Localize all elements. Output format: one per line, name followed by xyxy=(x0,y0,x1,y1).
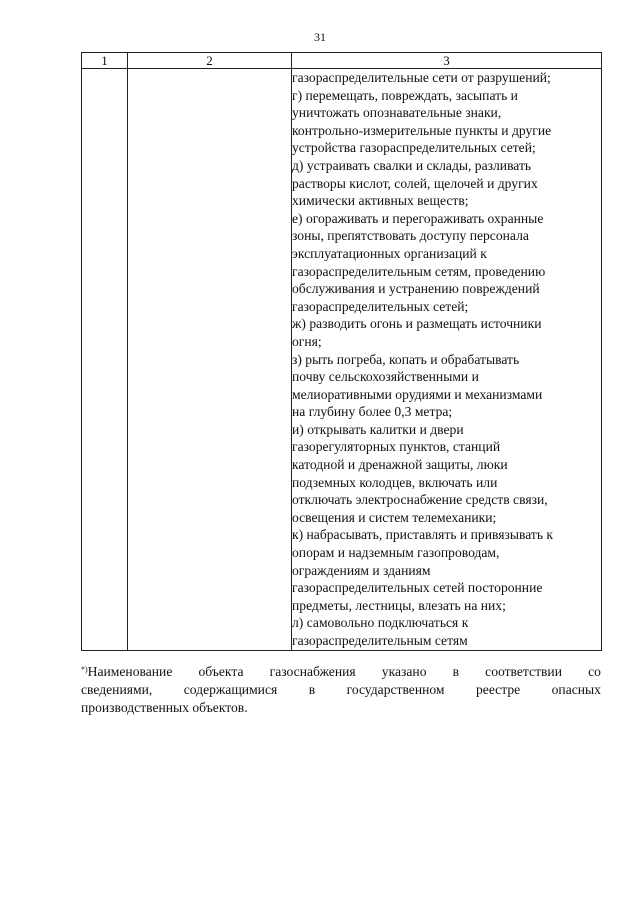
text-line: катодной и дренажной защиты, люки xyxy=(292,457,508,473)
footnote-word: реестре xyxy=(475,682,521,697)
text-line: к) набрасывать, приставлять и привязывать к xyxy=(292,527,554,543)
footnote-line-1 xyxy=(81,663,601,681)
text-line: предметы, лестницы, влезать на них; xyxy=(292,597,506,613)
text-line: уничтожать опознавательные знаки, xyxy=(292,105,502,121)
footnote xyxy=(81,663,601,717)
text-line: газораспределительные сети от разрушений; xyxy=(292,70,551,85)
text-line: газораспределительных сетей; xyxy=(292,298,469,314)
footnote-word: соответствии xyxy=(485,664,562,679)
footnote-word: в xyxy=(308,682,316,697)
text-line: газораспределительным сетям, проведению xyxy=(292,263,546,279)
text-line: мелиоративными орудиями и механизмами xyxy=(292,386,543,402)
document-table xyxy=(81,52,602,651)
text-line: обслуживания и устранению повреждений xyxy=(292,281,540,297)
text-line: растворы кислот, солей, щелочей и других xyxy=(292,175,538,191)
text-line: отключать электроснабжение средств связи, xyxy=(292,492,548,508)
column-2-cell xyxy=(128,69,292,651)
footnote-word: указано xyxy=(381,664,427,679)
footnote-word: газоснабжения xyxy=(269,664,356,679)
text-line: газораспределительным сетям xyxy=(292,633,468,648)
column-header-3: 3 xyxy=(292,53,602,69)
text-line: газораспределительных сетей посторонние xyxy=(292,580,543,596)
text-line: почву сельскохозяйственными и xyxy=(292,369,479,385)
text-line: на глубину более 0,3 метра; xyxy=(292,404,453,420)
footnote-word: содержащимися xyxy=(183,682,278,697)
text-line: эксплуатационных организаций к xyxy=(292,245,487,261)
page-number: 31 xyxy=(314,30,326,44)
footnote-word: опасных xyxy=(551,682,601,697)
text-line: устройства газораспределительных сетей; xyxy=(292,140,536,156)
text-line: л) самовольно подключаться к xyxy=(292,615,469,631)
footnote-line-2 xyxy=(81,681,601,699)
text-line: г) перемещать, повреждать, засыпать и xyxy=(292,87,518,103)
text-line: и) открывать калитки и двери xyxy=(292,421,464,437)
column-header-1: 1 xyxy=(82,53,128,69)
footnote-mark: *) xyxy=(81,665,88,674)
text-line: контрольно-измерительные пункты и другие xyxy=(292,122,552,138)
footnote-word: объекта xyxy=(198,664,244,679)
footnote-word: со xyxy=(588,664,601,679)
text-line: д) устраивать свалки и склады, разливать xyxy=(292,157,532,173)
text-line: ж) разводить огонь и размещать источники xyxy=(292,316,542,332)
column-3-cell xyxy=(292,69,602,651)
footnote-word: государственном xyxy=(346,682,445,697)
text-line: е) огораживать и перегораживать охранные xyxy=(292,210,544,226)
column-1-cell xyxy=(82,69,128,651)
footnote-word: в xyxy=(452,664,460,679)
text-line: подземных колодцев, включать или xyxy=(292,474,498,490)
footnote-word-text: Наименование xyxy=(87,664,173,679)
column-header-2: 2 xyxy=(128,53,292,69)
text-line: з) рыть погреба, копать и обрабатывать xyxy=(292,351,520,367)
table-header-row xyxy=(82,53,602,69)
text-line: ограждениям и зданиям xyxy=(292,562,431,578)
text-line: газорегуляторных пунктов, станций xyxy=(292,439,501,455)
footnote-line-3: производственных объектов. xyxy=(81,700,248,715)
text-line: зоны, препятствовать доступу персонала xyxy=(292,228,529,244)
footnote-word xyxy=(81,663,172,681)
text-line: огня; xyxy=(292,333,322,349)
footnote-word: сведениями, xyxy=(81,682,153,697)
table-row xyxy=(82,69,602,651)
text-line: химически активных веществ; xyxy=(292,193,469,209)
text-line: опорам и надземным газопроводам, xyxy=(292,545,500,561)
text-line: освещения и систем телемеханики; xyxy=(292,509,497,525)
